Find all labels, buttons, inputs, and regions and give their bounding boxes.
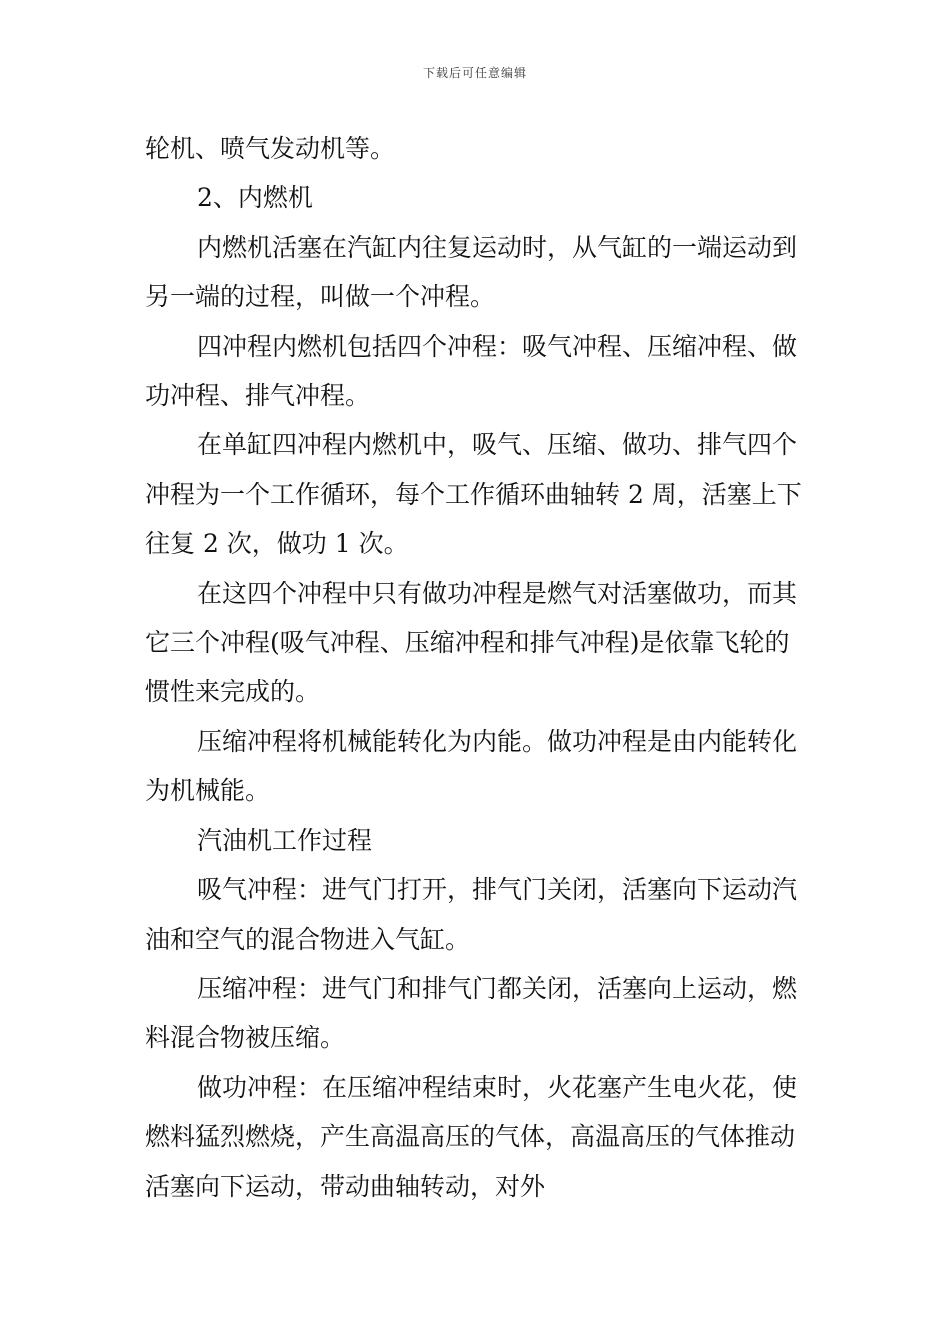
- paragraph: 内燃机活塞在汽缸内往复运动时，从气缸的一端运动到另一端的过程，叫做一个冲程。: [145, 232, 798, 312]
- section-heading: 2、内燃机: [197, 183, 313, 213]
- document-body: [145, 124, 810, 1211]
- paragraph: 压缩冲程：进气门和排气门都关闭，活塞向上运动，燃料混合物被压缩。: [145, 973, 798, 1053]
- paragraph: 轮机、喷气发动机等。: [145, 134, 396, 163]
- paragraph: 在这四个冲程中只有做功冲程是燃气对活塞做功，而其它三个冲程(吸气冲程、压缩冲程和排气冲程)是依靠飞轮的惯性来完成的。: [145, 578, 798, 707]
- paragraph: 压缩冲程将机械能转化为内能。做功冲程是由内能转化为机械能。: [145, 726, 798, 806]
- page-header: 下载后可任意编辑: [422, 66, 527, 80]
- paragraph: 在单缸四冲程内燃机中，吸气、压缩、做功、排气四个冲程为一个工作循环，每个工作循环曲轴转 2 周，活塞上下往复 2 次，做功 1 次。: [145, 430, 802, 559]
- paragraph: 吸气冲程：进气门打开，排气门关闭，活塞向下运动汽油和空气的混合物进入气缸。: [145, 875, 798, 954]
- subsection-heading: 汽油机工作过程: [197, 825, 373, 855]
- paragraph: 做功冲程：在压缩冲程结束时，火花塞产生电火花，使燃料猛烈燃烧，产生高温高压的气体，高温高压的气体推动活塞向下运动，带动曲轴转动，对外: [145, 1072, 798, 1201]
- paragraph: 四冲程内燃机包括四个冲程：吸气冲程、压缩冲程、做功冲程、排气冲程。: [145, 331, 798, 411]
